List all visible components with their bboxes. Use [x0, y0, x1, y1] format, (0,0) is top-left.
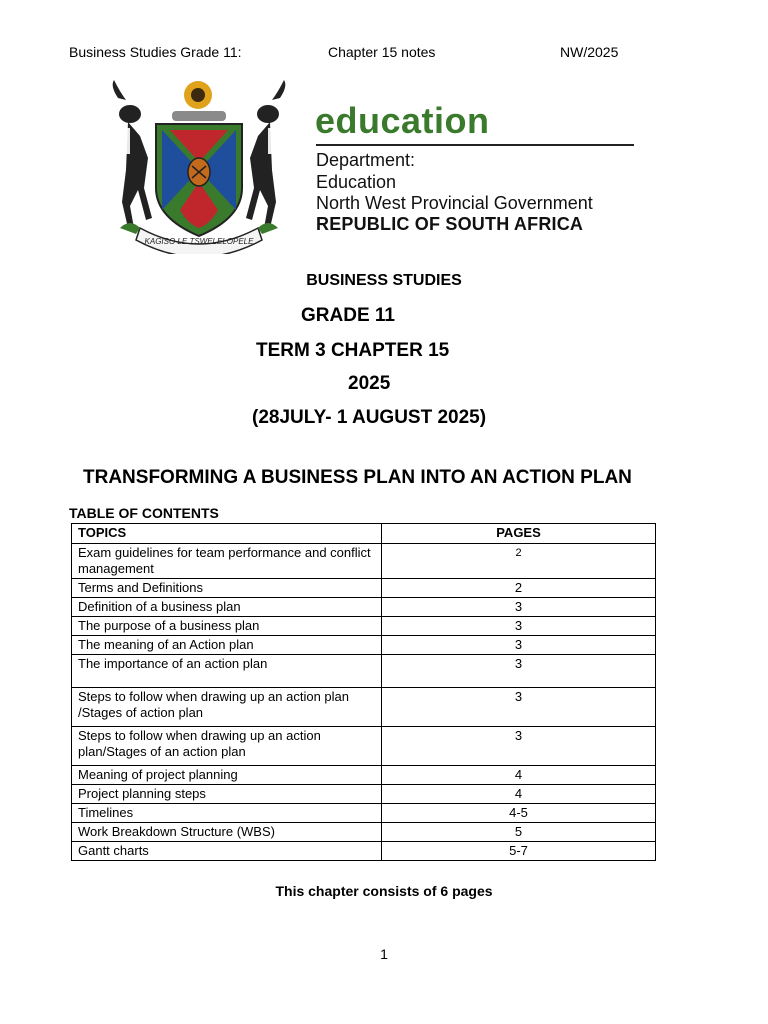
toc-topic: The purpose of a business plan	[72, 617, 382, 636]
toc-topic: Definition of a business plan	[72, 598, 382, 617]
toc-page: 5	[382, 823, 656, 842]
toc-topic: Steps to follow when drawing up an action plan/Stages of an action plan	[72, 727, 382, 766]
header-chapter: Chapter 15 notes	[328, 44, 436, 60]
toc-topic: The meaning of an Action plan	[72, 636, 382, 655]
toc-page: 5-7	[382, 842, 656, 861]
left-antelope-icon	[113, 80, 152, 228]
toc-row	[72, 544, 656, 579]
toc-col-pages: PAGES	[382, 524, 656, 544]
dept-line-2: Education	[316, 172, 397, 192]
logo-divider	[316, 144, 634, 146]
toc-page: 3	[382, 727, 656, 766]
toc-topic: Terms and Definitions	[72, 579, 382, 598]
dept-line-1: Department:	[316, 150, 416, 170]
date-range: (28JULY- 1 AUGUST 2025)	[252, 407, 487, 428]
page-number: 1	[380, 946, 388, 962]
toc-col-topics: TOPICS	[72, 524, 382, 544]
shield-icon	[156, 124, 242, 236]
toc-page: 3	[382, 617, 656, 636]
toc-topic: Work Breakdown Structure (WBS)	[72, 823, 382, 842]
toc-page: 3	[382, 688, 656, 727]
sun-emblem-icon	[184, 81, 212, 109]
toc-row	[72, 636, 656, 655]
education-wordmark: education	[315, 100, 490, 141]
year-title: 2025	[348, 373, 391, 394]
term-title: TERM 3 CHAPTER 15	[256, 340, 450, 361]
toc-topic: Exam guidelines for team performance and conflict management	[72, 544, 382, 579]
toc-table	[71, 523, 656, 861]
toc-topic: The importance of an action plan	[72, 655, 382, 688]
toc-header-row	[72, 524, 656, 544]
subject-title: BUSINESS STUDIES	[306, 272, 462, 289]
toc-row	[72, 598, 656, 617]
grade-title: GRADE 11	[301, 305, 395, 326]
toc-row	[72, 766, 656, 785]
toc-page: 2	[382, 544, 656, 579]
header-subject: Business Studies Grade 11:	[69, 44, 242, 60]
toc-page: 3	[382, 636, 656, 655]
toc-topic: Project planning steps	[72, 785, 382, 804]
toc-row	[72, 579, 656, 598]
toc-row	[72, 842, 656, 861]
header-code: NW/2025	[560, 44, 619, 60]
toc-page: 4-5	[382, 804, 656, 823]
toc-row	[72, 804, 656, 823]
dept-line-4: REPUBLIC OF SOUTH AFRICA	[316, 214, 584, 234]
toc-topic: Meaning of project planning	[72, 766, 382, 785]
coat-of-arms-logo	[100, 78, 298, 254]
chapter-title: TRANSFORMING A BUSINESS PLAN INTO AN ACTION PLAN	[83, 467, 632, 488]
toc-page: 2	[382, 579, 656, 598]
toc-heading: TABLE OF CONTENTS	[69, 505, 219, 521]
toc-row	[72, 617, 656, 636]
toc-topic: Gantt charts	[72, 842, 382, 861]
toc-page: 4	[382, 785, 656, 804]
toc-page: 3	[382, 655, 656, 688]
dept-line-3: North West Provincial Government	[316, 193, 593, 213]
toc-page: 4	[382, 766, 656, 785]
toc-row	[72, 688, 656, 727]
toc-topic: Timelines	[72, 804, 382, 823]
toc-page: 3	[382, 598, 656, 617]
toc-row	[72, 823, 656, 842]
right-antelope-icon	[246, 80, 285, 228]
svg-text:KAGISO LE TSWELELOPELE: KAGISO LE TSWELELOPELE	[144, 237, 254, 246]
toc-row	[72, 655, 656, 688]
toc-row	[72, 785, 656, 804]
page-count-note: This chapter consists of 6 pages	[275, 883, 493, 899]
toc-topic: Steps to follow when drawing up an action plan /Stages of action plan	[72, 688, 382, 727]
toc-row	[72, 727, 656, 766]
